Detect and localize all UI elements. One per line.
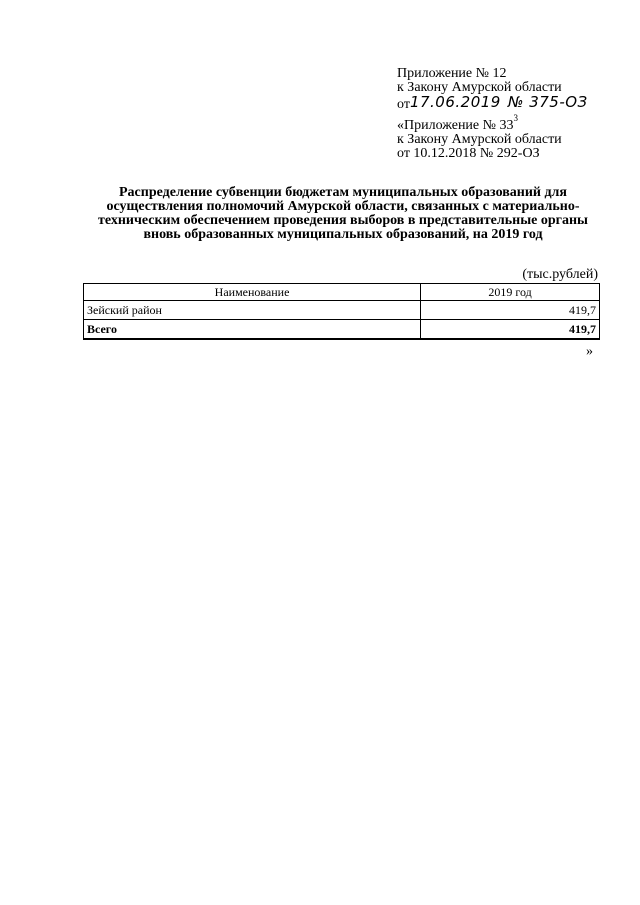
handwritten-date: 17.06.2019 — [409, 93, 501, 111]
appendix-reference — [397, 113, 627, 161]
appendix-ref-law: к Закону Амурской области — [397, 132, 562, 147]
document-title: Распределение субвенции бюджетам муниципальных образований для осуществления полномочий Амурской области, связанных с материально-техническим обеспечением проведения выборов в представительные органы вновь образованных муниципальных образований, на 2019 год — [98, 185, 588, 242]
appendix-ref-number-text: «Приложение № 33 — [397, 118, 514, 133]
appendix-ref-number — [397, 113, 627, 133]
header-name: Наименование — [84, 284, 421, 301]
appendix-ref-date: от 10.12.2018 № 292-ОЗ — [397, 146, 540, 161]
appendix-number: Приложение № 12 — [397, 66, 507, 81]
closing-quote: » — [586, 344, 593, 359]
units-label: (тыс.рублей) — [522, 267, 598, 282]
table-total-row — [84, 320, 600, 340]
total-name: Всего — [84, 320, 421, 340]
table-row — [84, 301, 600, 320]
row-name: Зейский район — [84, 301, 421, 320]
subvention-table — [83, 283, 600, 340]
table-header-row — [84, 284, 600, 301]
appendix-date-line — [397, 93, 627, 112]
appendix-date-prefix: от — [397, 97, 410, 112]
appendix-header — [397, 66, 627, 112]
total-value: 419,7 — [421, 320, 600, 340]
appendix-law: к Закону Амурской области — [397, 80, 562, 95]
header-year: 2019 год — [421, 284, 600, 301]
appendix-ref-superscript: 3 — [513, 113, 518, 124]
handwritten-number: № 375-ОЗ — [507, 93, 588, 111]
row-value: 419,7 — [421, 301, 600, 320]
